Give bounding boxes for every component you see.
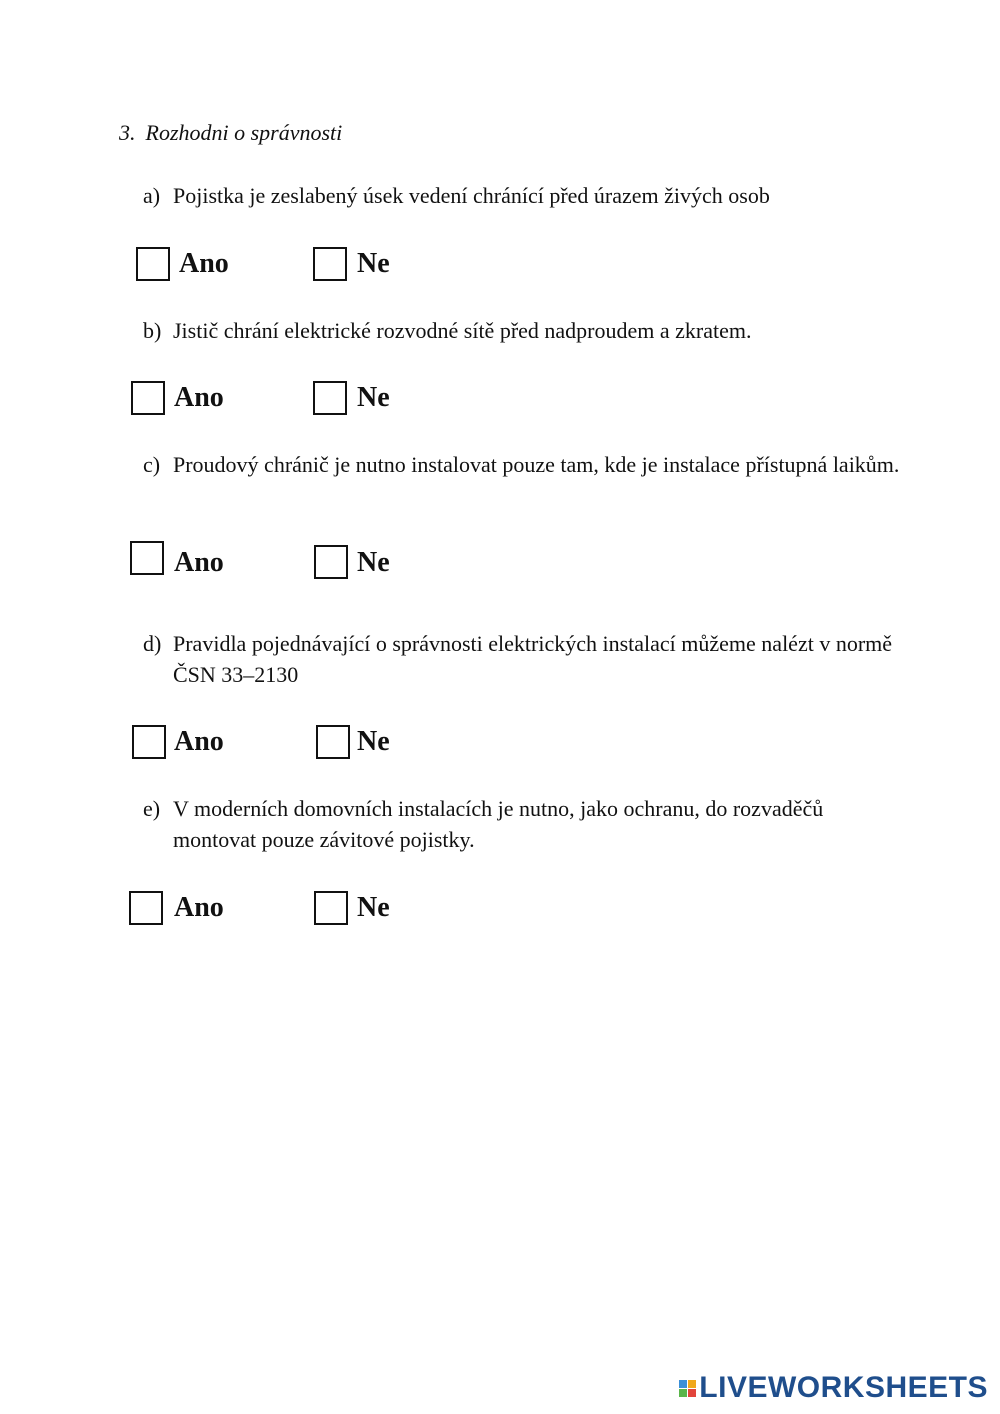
answer-c-no-checkbox[interactable] (314, 545, 348, 579)
answer-d-no-checkbox[interactable] (316, 725, 350, 759)
question-text: Jistič chrání elektrické rozvodné sítě před nadproudem a zkratem. (173, 318, 752, 343)
logo-tile (688, 1380, 696, 1388)
question-letter: e) (143, 796, 161, 821)
logo-text: LIVEWORKSHEETS (699, 1371, 988, 1404)
exercise-number: 3. (119, 120, 136, 145)
question-letter: b) (143, 318, 162, 343)
answer-a-yes-label: Ano (179, 248, 229, 279)
question-text: V moderních domovních instalacích je nutno, jako ochranu, do rozvaděčů montovat pouze závitové pojistky. (173, 796, 824, 852)
logo-tiles-icon (679, 1380, 696, 1397)
answer-e-no-checkbox[interactable] (314, 891, 348, 925)
logo-tile (679, 1389, 687, 1397)
answer-d-yes-checkbox[interactable] (132, 725, 166, 759)
question-letter: c) (143, 452, 161, 477)
exercise-title: Rozhodni o správnosti (145, 120, 343, 145)
answer-b-no-label: Ne (357, 382, 390, 413)
liveworksheets-logo (679, 1372, 988, 1404)
question-text: Proudový chránič je nutno instalovat pouze tam, kde je instalace přístupná laikům. (173, 452, 900, 477)
question-b (143, 315, 903, 346)
answer-a-yes-checkbox[interactable] (136, 247, 170, 281)
answer-d-no-label: Ne (357, 726, 390, 757)
exercise-heading (119, 118, 342, 148)
answer-b-yes-label: Ano (174, 382, 224, 413)
answer-c-yes-label: Ano (174, 547, 224, 578)
answer-a-no-label: Ne (357, 248, 390, 279)
answer-b-no-checkbox[interactable] (313, 381, 347, 415)
answer-e-yes-label: Ano (174, 892, 224, 923)
logo-tile (679, 1380, 687, 1388)
answer-d-yes-label: Ano (174, 726, 224, 757)
question-text: Pravidla pojednávající o správnosti elektrických instalací můžeme nalézt v normě ČSN 33–2130 (173, 631, 893, 687)
answer-a-no-checkbox[interactable] (313, 247, 347, 281)
answer-e-yes-checkbox[interactable] (129, 891, 163, 925)
logo-tile (688, 1389, 696, 1397)
question-c (143, 449, 903, 480)
question-d (143, 628, 903, 690)
answer-b-yes-checkbox[interactable] (131, 381, 165, 415)
question-text: Pojistka je zeslabený úsek vedení chránící před úrazem živých osob (173, 183, 770, 208)
answer-e-no-label: Ne (357, 892, 390, 923)
question-letter: a) (143, 183, 161, 208)
question-a (143, 180, 903, 211)
answer-c-no-label: Ne (357, 547, 390, 578)
answer-c-yes-checkbox[interactable] (130, 541, 164, 575)
question-letter: d) (143, 631, 162, 656)
question-e (143, 793, 903, 855)
